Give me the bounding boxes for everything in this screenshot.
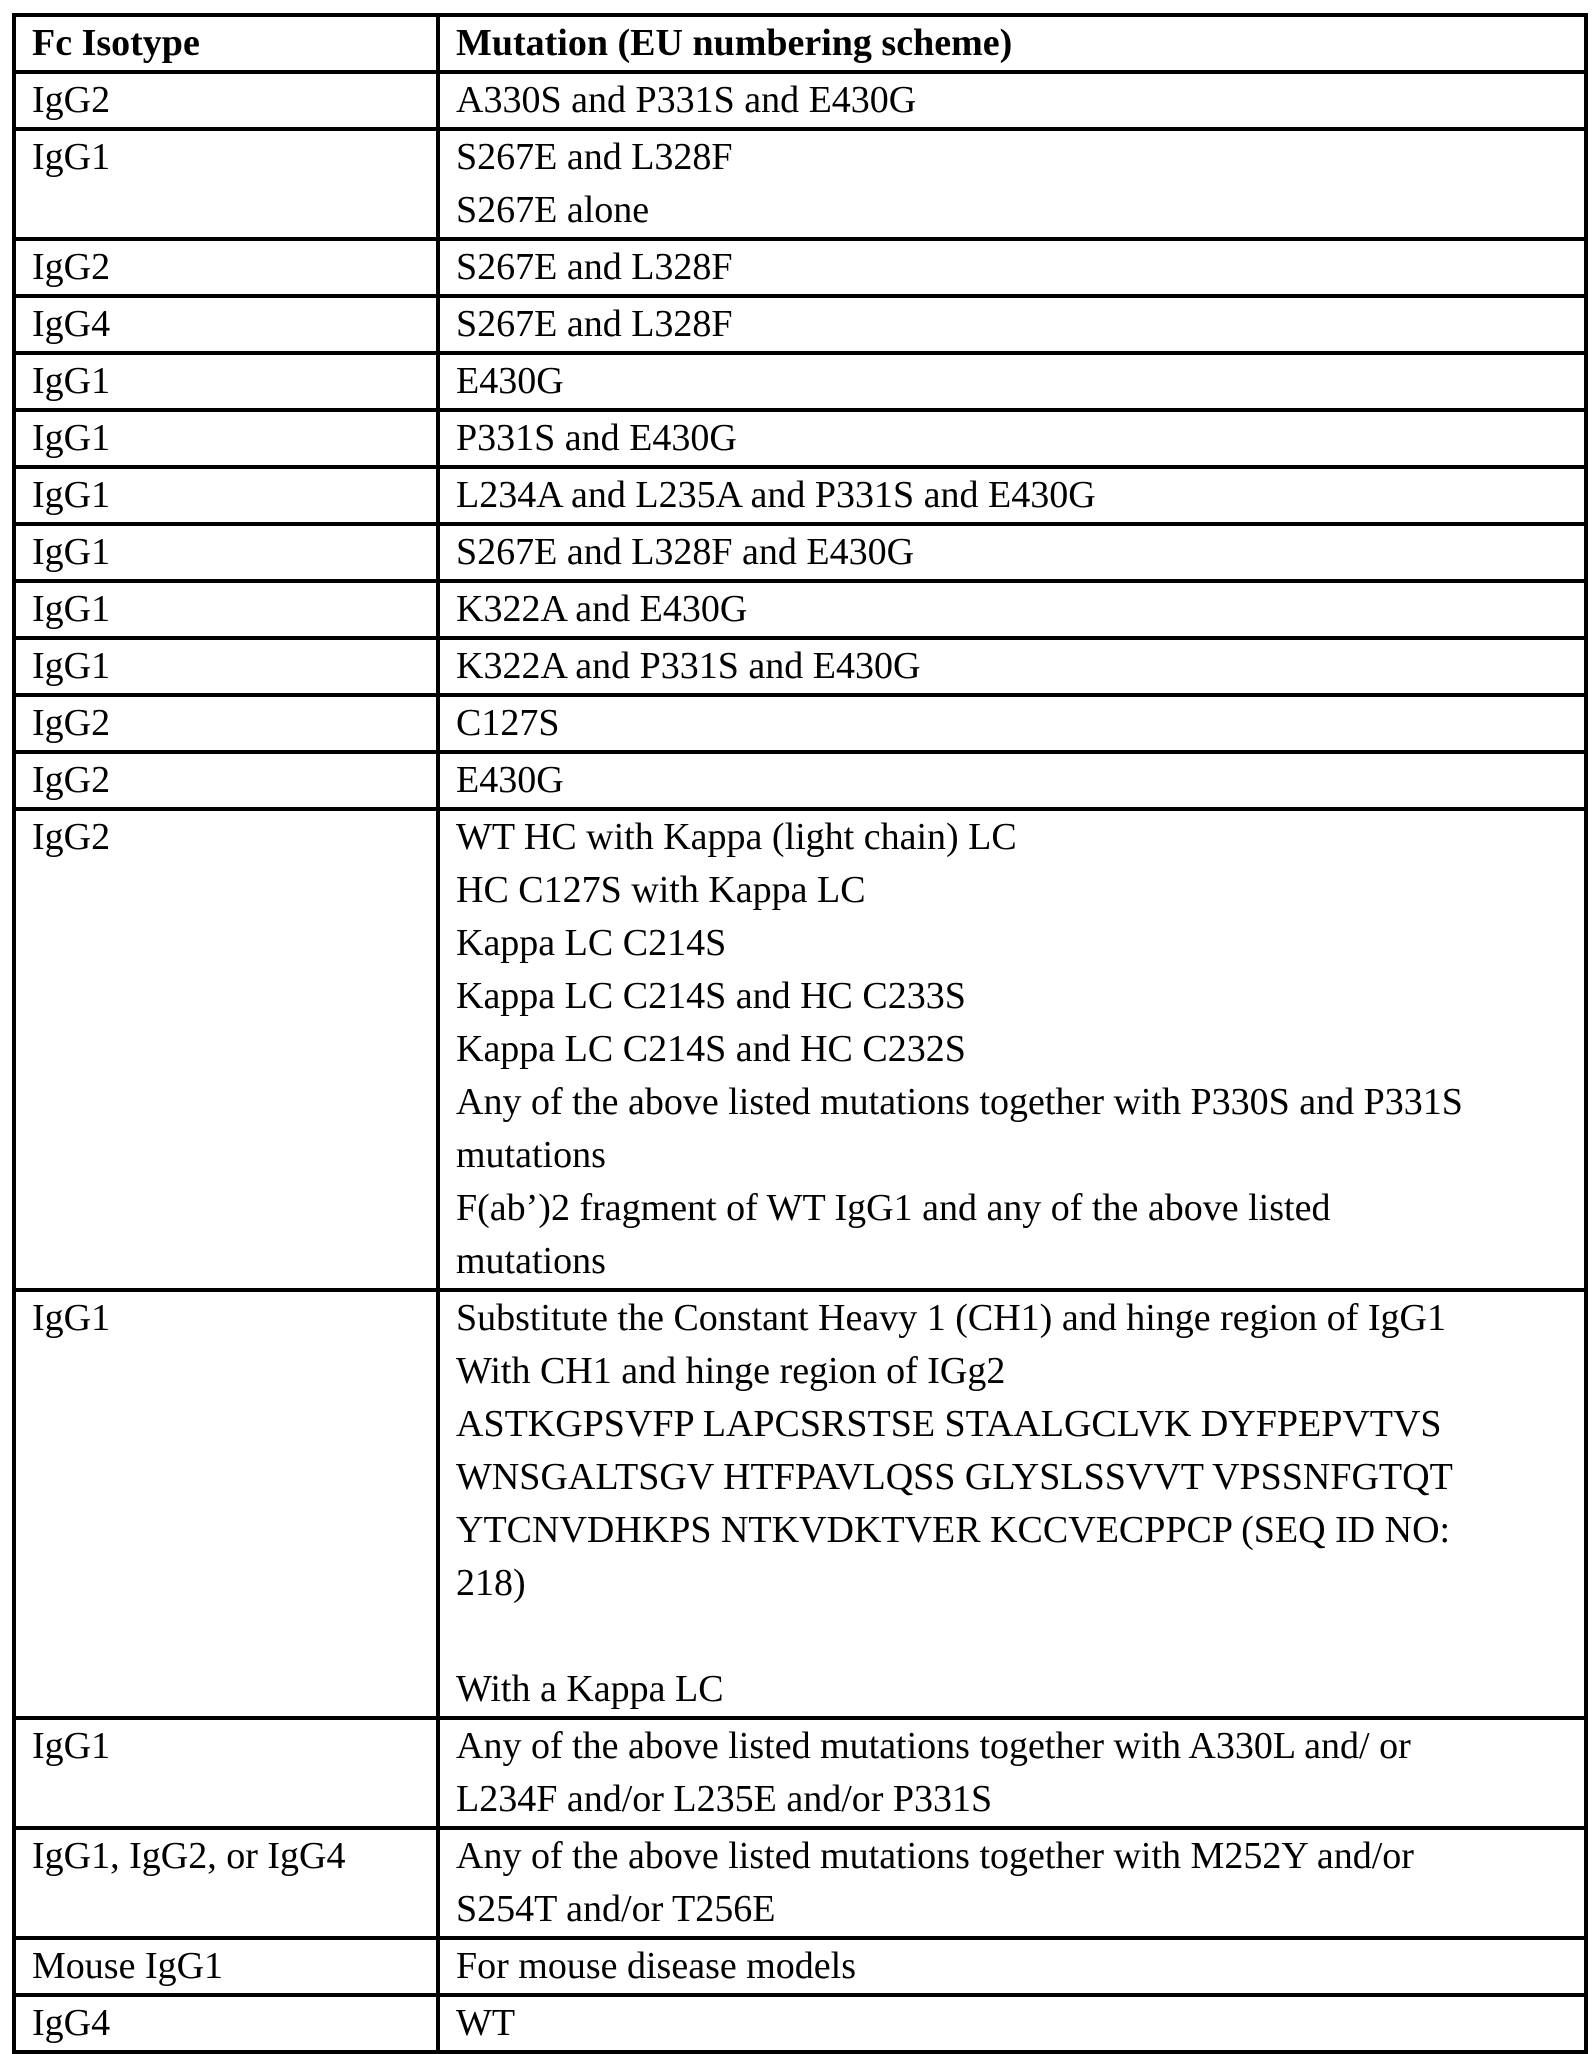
mutation-cell	[438, 129, 1586, 239]
mutation-cell	[438, 809, 1586, 1290]
mutation-line: HC C127S with Kappa LC	[456, 869, 866, 911]
fc-isotype-cell: IgG2	[14, 239, 438, 296]
fc-isotype-cell: IgG1, IgG2, or IgG4	[14, 1828, 438, 1938]
fc-isotype-cell: IgG1	[14, 581, 438, 638]
mutation-line: Kappa LC C214S and HC C233S	[456, 975, 966, 1017]
mutation-line: S254T and/or T256E	[456, 1888, 776, 1930]
mutation-line: mutations	[456, 1134, 606, 1176]
mutation-line	[456, 1610, 1584, 1663]
fc-isotype-cell: IgG1	[14, 129, 438, 239]
fc-isotype-cell: IgG1	[14, 638, 438, 695]
table-row	[14, 695, 1586, 752]
header-row	[14, 15, 1586, 72]
fc-isotype-cell: Mouse IgG1	[14, 1938, 438, 1995]
table-row	[14, 1290, 1586, 1718]
mutation-line: Any of the above listed mutations together with M252Y and/or	[456, 1835, 1414, 1877]
table-row	[14, 1718, 1586, 1828]
mutation-cell	[438, 524, 1586, 581]
mutation-line: Any of the above listed mutations together with A330L and/ or	[456, 1725, 1411, 1767]
mutation-cell	[438, 467, 1586, 524]
mutation-line: WT HC with Kappa (light chain) LC	[456, 816, 1017, 858]
fc-isotype-cell: IgG2	[14, 809, 438, 1290]
mutation-line: Kappa LC C214S	[456, 922, 727, 964]
mutation-line: E430G	[456, 360, 564, 402]
mutation-cell	[438, 1290, 1586, 1718]
fc-isotype-cell: IgG1	[14, 353, 438, 410]
table-row	[14, 752, 1586, 809]
fc-isotype-cell: IgG4	[14, 296, 438, 353]
mutation-line: P331S and E430G	[456, 417, 737, 459]
mutation-line: ASTKGPSVFP LAPCSRSTSE STAALGCLVK DYFPEPVTVS	[456, 1403, 1442, 1445]
mutation-cell	[438, 581, 1586, 638]
mutation-line: S267E and L328F	[456, 246, 733, 288]
mutation-cell	[438, 752, 1586, 809]
mutation-line: S267E and L328F	[456, 136, 733, 178]
fc-isotype-cell: IgG4	[14, 1995, 438, 2052]
mutation-cell	[438, 695, 1586, 752]
mutation-line: S267E and L328F and E430G	[456, 531, 915, 573]
fc-isotype-cell: IgG1	[14, 467, 438, 524]
mutation-cell	[438, 638, 1586, 695]
mutation-cell	[438, 1938, 1586, 1995]
mutation-cell	[438, 1995, 1586, 2052]
mutation-line: F(ab’)2 fragment of WT IgG1 and any of the above listed	[456, 1187, 1331, 1229]
header-fc-isotype: Fc Isotype	[14, 15, 438, 72]
mutation-line: YTCNVDHKPS NTKVDKTVER KCCVECPPCP (SEQ ID NO:	[456, 1509, 1451, 1551]
fc-isotype-cell: IgG1	[14, 524, 438, 581]
mutation-line: Any of the above listed mutations together with P330S and P331S	[456, 1081, 1463, 1123]
table-row	[14, 72, 1586, 129]
mutation-line: L234A and L235A and P331S and E430G	[456, 474, 1096, 516]
table-row	[14, 524, 1586, 581]
mutation-line: Substitute the Constant Heavy 1 (CH1) and hinge region of IgG1	[456, 1297, 1446, 1339]
mutation-line: S267E alone	[456, 189, 650, 231]
mutation-cell	[438, 410, 1586, 467]
mutation-line: K322A and P331S and E430G	[456, 645, 921, 687]
fc-isotype-cell: IgG1	[14, 1718, 438, 1828]
table-row	[14, 1828, 1586, 1938]
header-mutation: Mutation (EU numbering scheme)	[438, 15, 1586, 72]
mutation-cell	[438, 1828, 1586, 1938]
table-row	[14, 129, 1586, 239]
mutation-line: C127S	[456, 702, 560, 744]
mutation-line: WT	[456, 2002, 516, 2044]
table-row	[14, 1995, 1586, 2052]
mutation-cell	[438, 72, 1586, 129]
fc-isotype-cell: IgG2	[14, 695, 438, 752]
mutation-cell	[438, 1718, 1586, 1828]
table-row	[14, 809, 1586, 1290]
table-row	[14, 638, 1586, 695]
fc-isotype-cell: IgG2	[14, 752, 438, 809]
fc-isotype-cell: IgG2	[14, 72, 438, 129]
table-row	[14, 581, 1586, 638]
fc-isotype-cell: IgG1	[14, 1290, 438, 1718]
fc-isotype-cell: IgG1	[14, 410, 438, 467]
table-row	[14, 239, 1586, 296]
fc-mutation-table	[12, 13, 1588, 2054]
mutation-line: WNSGALTSGV HTFPAVLQSS GLYSLSSVVT VPSSNFGTQT	[456, 1456, 1453, 1498]
mutation-cell	[438, 239, 1586, 296]
mutation-line: S267E and L328F	[456, 303, 733, 345]
mutation-line: Kappa LC C214S and HC C232S	[456, 1028, 966, 1070]
mutation-line: For mouse disease models	[456, 1945, 857, 1987]
table-row	[14, 410, 1586, 467]
mutation-line: K322A and E430G	[456, 588, 748, 630]
mutation-cell	[438, 353, 1586, 410]
mutation-line: mutations	[456, 1240, 606, 1282]
table-row	[14, 296, 1586, 353]
mutation-line: 218)	[456, 1562, 526, 1604]
mutation-line: With a Kappa LC	[456, 1668, 724, 1710]
table-row	[14, 467, 1586, 524]
mutation-line: E430G	[456, 759, 564, 801]
table-row	[14, 1938, 1586, 1995]
mutation-cell	[438, 296, 1586, 353]
mutation-line: A330S and P331S and E430G	[456, 79, 917, 121]
mutation-line: With CH1 and hinge region of IGg2	[456, 1350, 1006, 1392]
mutation-line: L234F and/or L235E and/or P331S	[456, 1778, 993, 1820]
table-row	[14, 353, 1586, 410]
